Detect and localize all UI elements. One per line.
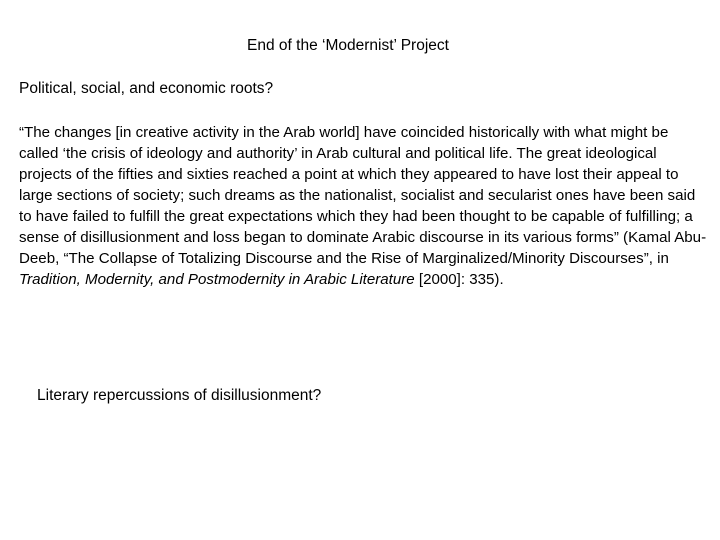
slide-title: End of the ‘Modernist’ Project [247,37,449,54]
roots-question: Political, social, and economic roots? [19,80,274,97]
quote-text: “The changes [in creative activity in the Arab world] have coincided historically with what might be called ‘the crisis of ideology and authority’ in Arab cultural and political life. The great ideological projects of the fifties and sixties reached a point at which they appeared to have lost their appeal to large sections of society; such dreams as the nationalist, socialist and secularist ones have been said to have failed to fulfill the great expectations which they had been thought to be capable of fulfilling; a sense of disillusionment and loss began to dominate Arabic discourse in its various forms” (Kamal Abu-Deeb, “The Collapse of Totalizing Discourse and the Rise of Marginalized/Minority Discourses”, in [19,124,707,267]
quote-citation: [2000]: 335). [414,271,504,288]
abu-deeb-quote [19,122,709,290]
quote-source-title: Tradition, Modernity, and Postmodernity in Arabic Literature [19,271,415,288]
literary-question: Literary repercussions of disillusionment? [37,387,322,404]
